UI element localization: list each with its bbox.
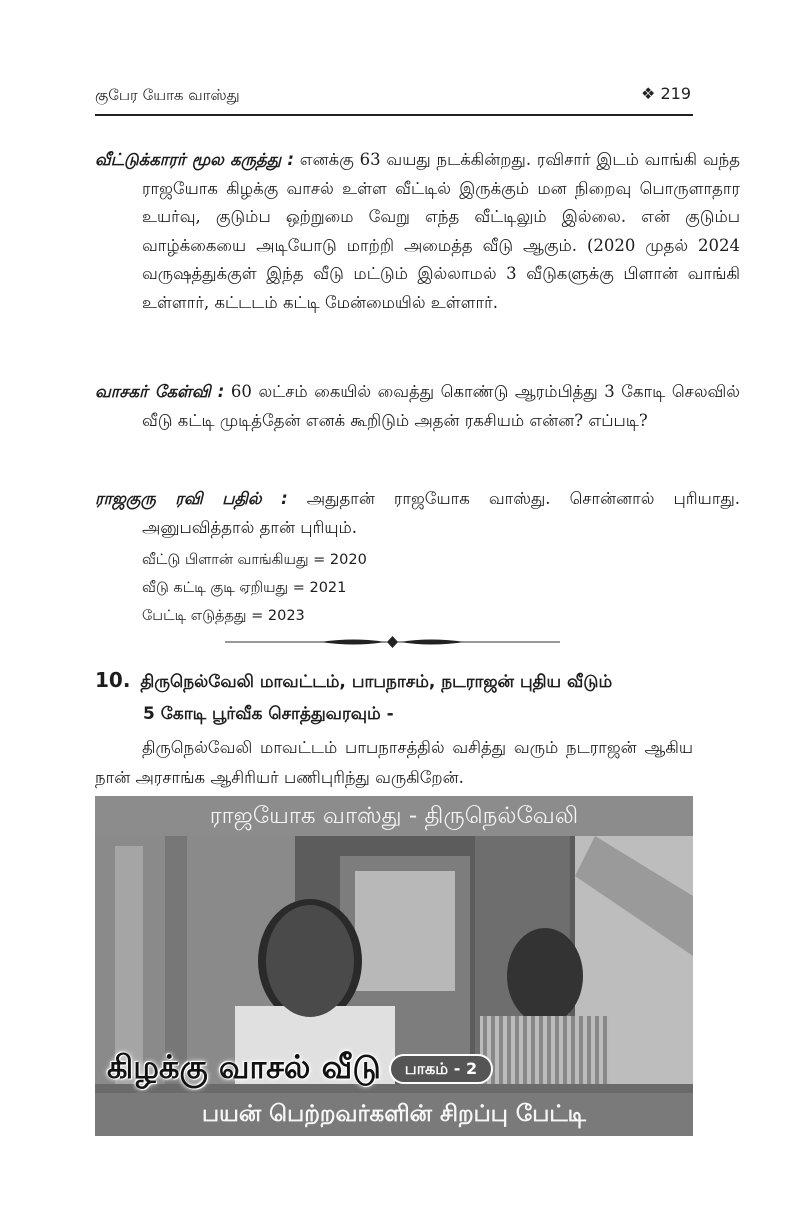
part-badge: பாகம் - 2 xyxy=(389,1054,493,1084)
interview-banner-image xyxy=(95,796,693,1136)
timeline-item: வீடு கட்டி குடி ஏறியது = 2021 xyxy=(142,580,347,596)
timeline-item: பேட்டி எடுத்தது = 2023 xyxy=(142,608,305,624)
owner-opinion-paragraph xyxy=(95,146,740,317)
answer-paragraph xyxy=(95,485,740,542)
paragraph-text: 60 லட்சம் கையில் வைத்து கொண்டு ஆரம்பித்து 3 கோடி செலவில் வீடு கட்டி முடித்தேன் எனக் கூறிடும் அதன் ரகசியம் என்ன? எப்படி? xyxy=(142,382,740,430)
page-number: ❖ 219 xyxy=(641,84,691,103)
reader-question-paragraph xyxy=(95,378,740,435)
banner-bottom-title: பயன் பெற்றவர்களின் சிறப்பு பேட்டி xyxy=(95,1093,693,1136)
section-heading xyxy=(95,664,693,730)
running-title: குபேர யோக வாஸ்து xyxy=(95,86,240,104)
banner-main-title-text: கிழக்கு வாசல் வீடு xyxy=(107,1048,381,1086)
page-header xyxy=(95,84,693,116)
paragraph-text: அதுதான் ராஜயோக வாஸ்து. சொன்னால் புரியாது. அனுபவித்தால் தான் புரியும். xyxy=(142,489,740,537)
timeline-list xyxy=(142,546,367,630)
section-number: 10. xyxy=(95,668,131,692)
section-body-text: திருநெல்வேலி மாவட்டம் பாபநாசத்தில் வசித்து வரும் நடராஜன் ஆகிய நான் அரசாங்க ஆசிரியர் பணிபுரிந்து வருகிறேன். xyxy=(95,738,693,787)
paragraph-label: வீட்டுக்காரர் மூல கருத்து : xyxy=(95,150,294,169)
banner-top-title: ராஜயோக வாஸ்து - திருநெல்வேலி xyxy=(95,796,693,836)
timeline-item: வீட்டு பிளான் வாங்கியது = 2020 xyxy=(142,552,367,568)
section-divider-ornament xyxy=(225,632,560,652)
paragraph-label: வாசகர் கேள்வி : xyxy=(95,382,225,401)
paragraph-label: ராஜகுரு ரவி பதில் : xyxy=(95,489,288,508)
section-title-line1: திருநெல்வேலி மாவட்டம், பாபநாசம், நடராஜன் புதிய வீடும் xyxy=(140,672,613,692)
section-title-line2: 5 கோடி பூர்வீக சொத்துவரவும் - xyxy=(143,704,394,724)
banner-main-title xyxy=(95,1041,693,1093)
paragraph-text: எனக்கு 63 வயது நடக்கின்றது. ரவிசார் இடம் வாங்கி வந்த ராஜயோக கிழக்கு வாசல் உள்ள வீட்டில் இருக்கும் மன நிறைவு பொருளாதார உயர்வு, குடும்ப ஒற்றுமை வேறு எந்த வீட்டிலும் இல்லை. என் குடும்ப வாழ்க்கையை அடியோடு மாற்றி அமைத்த வீடு ஆகும். (2020 முதல் 2024 வருஷத்துக்குள் இந்த வீடு மட்டும் இல்லாமல் 3 வீடுகளுக்கு பிளான் வாங்கி உள்ளார், கட்டடம் கட்டி மேன்மையில் உள்ளார். xyxy=(142,150,740,312)
